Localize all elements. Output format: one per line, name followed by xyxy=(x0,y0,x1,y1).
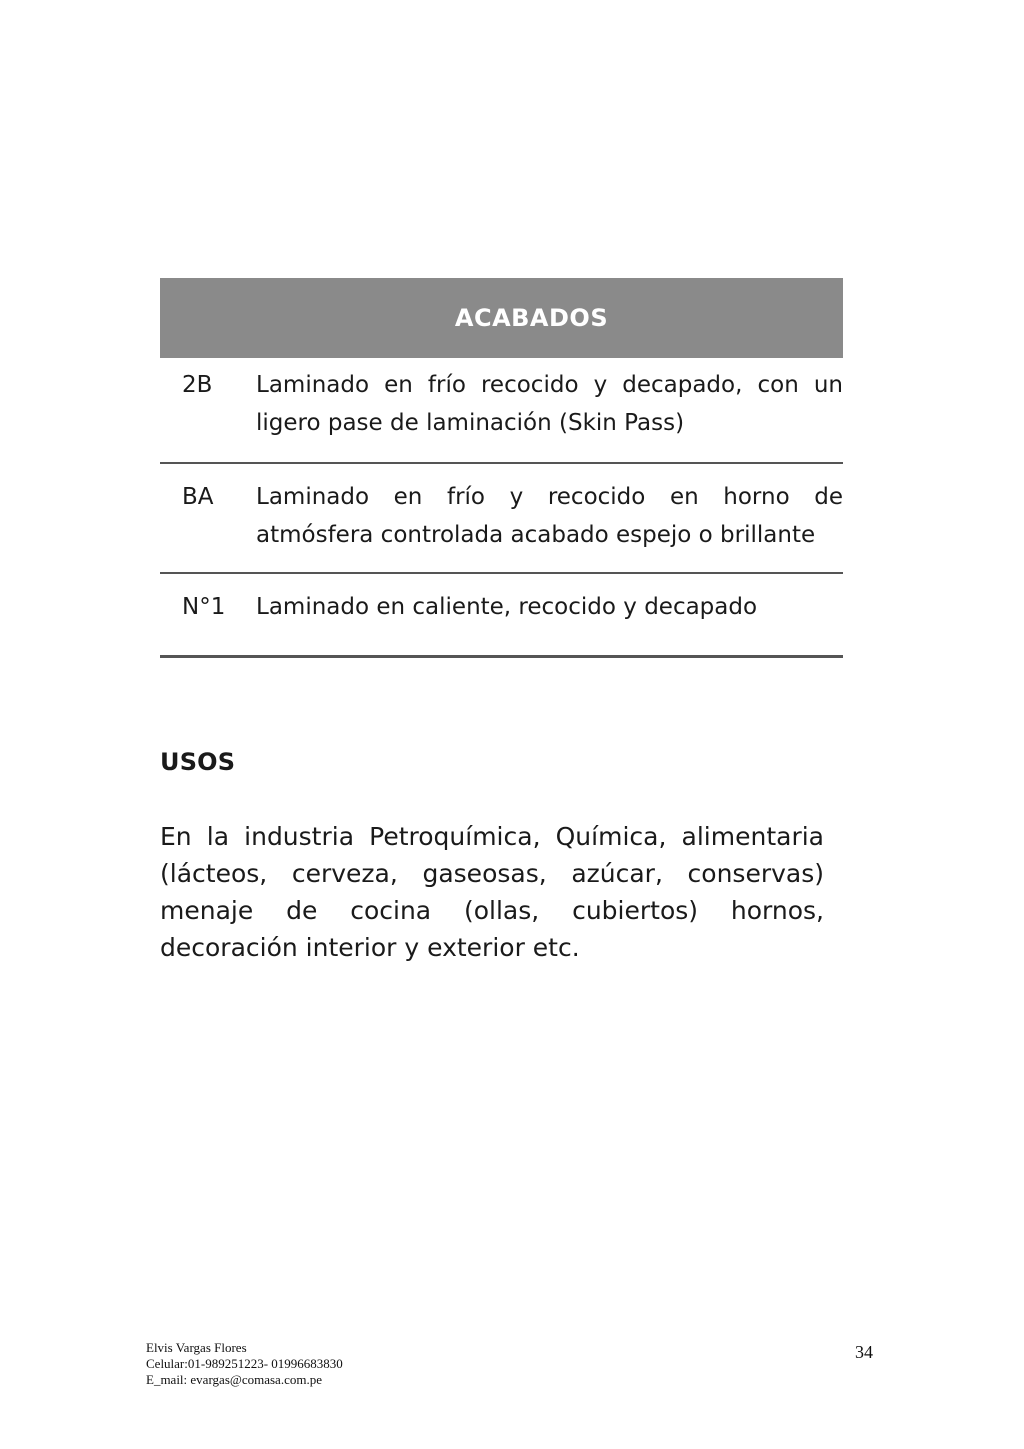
finish-description: Laminado en frío y recocido en horno de atmósfera controlada acabado espejo o brillante xyxy=(256,484,843,548)
acabados-row xyxy=(160,464,843,574)
finish-description: Laminado en frío recocido y decapado, con un ligero pase de laminación (Skin Pass) xyxy=(256,372,843,436)
finish-code: 2B xyxy=(182,372,213,398)
acabados-title: ACABADOS xyxy=(454,304,609,332)
acabados-row xyxy=(160,358,843,464)
acabados-table xyxy=(160,278,843,658)
footer-email: E_mail: evargas@comasa.com.pe xyxy=(146,1372,322,1387)
finish-code: BA xyxy=(182,484,214,510)
acabados-header xyxy=(160,278,843,358)
footer-phone: Celular:01-989251223- 01996683830 xyxy=(146,1356,343,1371)
footer-author-info xyxy=(146,1340,343,1388)
finish-code: N°1 xyxy=(182,594,226,620)
usos-heading: USOS xyxy=(160,748,236,776)
footer-name: Elvis Vargas Flores xyxy=(146,1340,247,1355)
page-number: 34 xyxy=(855,1342,873,1362)
finish-description: Laminado en caliente, recocido y decapado xyxy=(256,594,758,620)
usos-paragraph: En la industria Petroquímica, Química, alimentaria (lácteos, cerveza, gaseosas, azúcar, conservas) menaje de cocina (ollas, cubiertos) hornos, decoración interior y exterior etc. xyxy=(160,822,824,962)
acabados-row xyxy=(160,574,843,658)
